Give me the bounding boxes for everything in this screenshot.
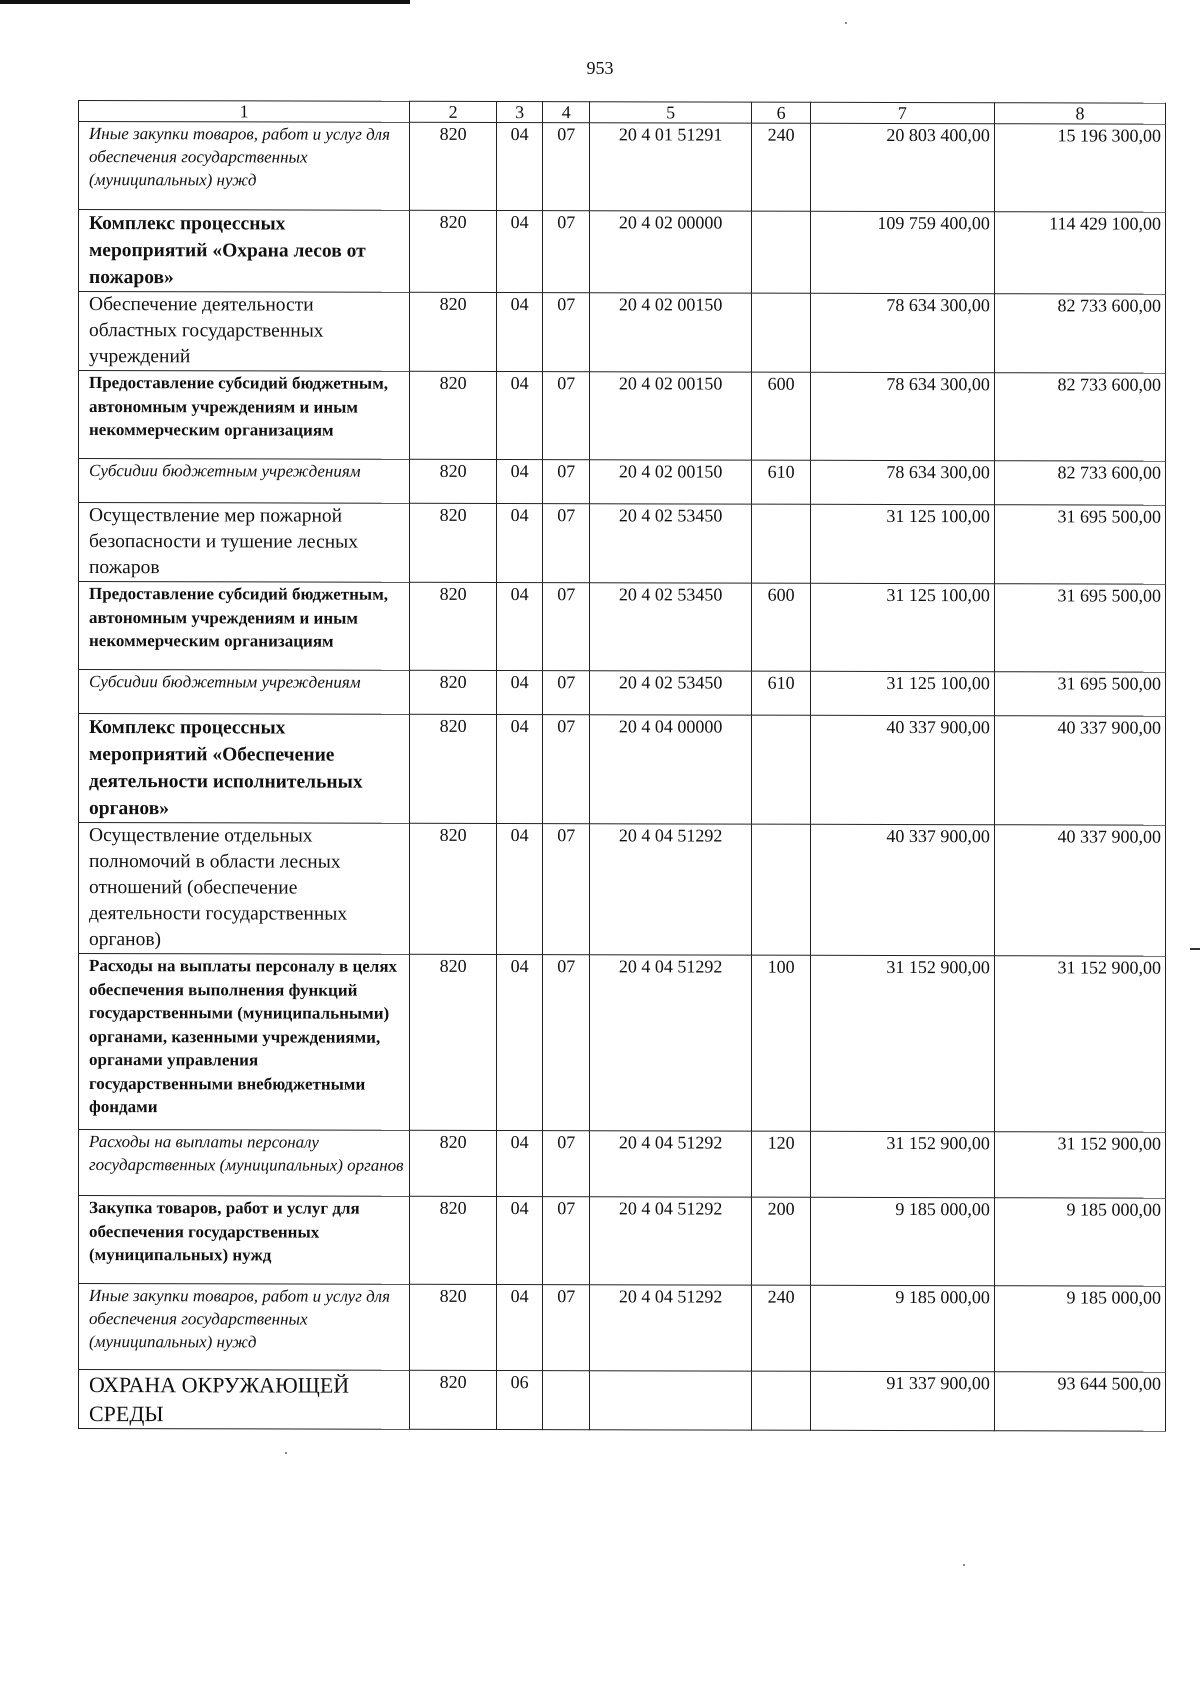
subsection-code-cell: 07 [543,1197,590,1285]
amount-year1-cell: 31 125 100,00 [810,583,994,671]
section-code-cell: 04 [496,123,543,211]
row-name-cell: Комплекс процессных мероприятий «Обеспечение деятельности исполнительных органов» [79,714,410,824]
amount-year2-cell: 31 695 500,00 [994,672,1165,716]
target-article-cell: 20 4 02 00150 [589,293,751,372]
scan-speck [285,1452,287,1454]
amount-year1-cell: 40 337 900,00 [810,715,994,824]
section-code-cell: 04 [496,1197,543,1285]
subsection-code-cell: 07 [543,824,590,955]
chief-code-cell: 820 [410,1130,497,1196]
amount-year2-cell: 15 196 300,00 [994,124,1165,212]
row-name-cell: Субсидии бюджетным учреждениям [79,670,410,715]
table-row [79,459,1166,506]
subsection-code-cell: 07 [543,211,590,293]
expense-type-cell: 610 [752,671,810,715]
row-name-cell: Осуществление отдельных полномочий в области лесных отношений (обеспечение деятельности государственных органов) [79,823,410,955]
section-code-cell: 04 [496,372,543,460]
amount-year2-cell: 9 185 000,00 [994,1286,1165,1372]
chief-code-cell: 820 [410,1370,497,1429]
scan-speck [963,1564,965,1566]
table-row [79,670,1166,717]
table-row [79,210,1166,295]
subsection-code-cell: 07 [543,123,590,211]
header-cell-2: 2 [410,101,497,122]
target-article-cell: 20 4 04 51292 [589,824,751,955]
subsection-code-cell: 07 [543,372,590,460]
table-row [79,371,1166,462]
expense-type-cell: 240 [752,1285,810,1371]
target-article-cell: 20 4 04 51292 [589,1285,751,1371]
scan-speck [845,22,847,24]
table-row [79,122,1166,213]
subsection-code-cell: 07 [543,293,590,372]
table-row [79,1196,1166,1287]
table-row [79,1370,1166,1432]
top-border-bar [0,0,410,4]
header-cell-6: 6 [752,102,810,123]
target-article-cell: 20 4 02 00000 [589,211,751,293]
amount-year1-cell: 31 125 100,00 [810,504,994,583]
chief-code-cell: 820 [410,670,497,714]
table-row [79,1284,1166,1373]
row-name-cell: Осуществление мер пожарной безопасности и тушение лесных пожаров [79,503,410,583]
margin-mark [1190,948,1200,950]
row-name-cell: Иные закупки товаров, работ и услуг для обеспечения государственных (муниципальных) нужд [79,1284,410,1371]
row-name-cell: Субсидии бюджетным учреждениям [79,459,410,504]
amount-year2-cell: 82 733 600,00 [994,294,1165,373]
chief-code-cell: 820 [410,823,497,954]
page-number: 953 [586,58,614,78]
header-cell-3: 3 [496,102,543,123]
amount-year2-cell: 40 337 900,00 [994,716,1165,825]
expense-type-cell: 100 [752,955,810,1131]
chief-code-cell: 820 [410,954,497,1130]
subsection-code-cell: 07 [543,671,590,715]
header-cell-7: 7 [810,102,994,123]
section-code-cell: 04 [496,824,543,955]
subsection-code-cell: 07 [543,460,590,504]
header-cell-4: 4 [543,102,590,123]
subsection-code-cell: 07 [543,504,590,583]
amount-year2-cell: 40 337 900,00 [994,825,1165,956]
target-article-cell: 20 4 04 00000 [589,715,751,824]
chief-code-cell: 820 [410,459,497,503]
subsection-code-cell [543,1371,590,1430]
target-article-cell: 20 4 01 51291 [589,123,751,211]
amount-year1-cell: 78 634 300,00 [810,460,994,504]
row-name-cell: ОХРАНА ОКРУЖАЮЩЕЙ СРЕДЫ [79,1370,410,1430]
table-row [79,503,1166,585]
chief-code-cell: 820 [410,122,497,210]
expense-type-cell: 610 [752,460,810,504]
chief-code-cell: 820 [410,1284,497,1370]
section-code-cell: 04 [496,715,543,824]
chief-code-cell: 820 [410,210,497,292]
row-name-cell: Закупка товаров, работ и услуг для обеспечения государственных (муниципальных) нужд [79,1196,410,1285]
amount-year2-cell: 31 152 900,00 [994,1132,1165,1198]
table-row [79,954,1166,1133]
expense-type-cell: 120 [752,1131,810,1197]
expense-type-cell: 200 [752,1197,810,1285]
table-header-row [79,101,1166,125]
chief-code-cell: 820 [410,582,497,670]
budget-table [78,100,1166,1432]
target-article-cell: 20 4 04 51292 [589,955,751,1131]
target-article-cell [589,1371,751,1430]
expense-type-cell: 600 [752,583,810,671]
header-cell-8: 8 [994,103,1165,124]
subsection-code-cell: 07 [543,583,590,671]
target-article-cell: 20 4 02 00150 [589,372,751,460]
chief-code-cell: 820 [410,371,497,459]
table-row [79,823,1166,957]
section-code-cell: 04 [496,460,543,504]
amount-year1-cell: 31 152 900,00 [810,955,994,1131]
section-code-cell: 04 [496,211,543,293]
target-article-cell: 20 4 02 53450 [589,671,751,715]
section-code-cell: 06 [496,1371,543,1430]
target-article-cell: 20 4 02 53450 [589,504,751,583]
table-row [79,292,1166,374]
expense-type-cell [752,293,810,372]
expense-type-cell: 600 [752,372,810,460]
expense-type-cell [752,504,810,583]
subsection-code-cell: 07 [543,715,590,824]
amount-year1-cell: 31 152 900,00 [810,1131,994,1197]
section-code-cell: 04 [496,293,543,372]
chief-code-cell: 820 [410,1196,497,1284]
amount-year1-cell: 20 803 400,00 [810,123,994,211]
amount-year1-cell: 78 634 300,00 [810,372,994,460]
table-body [79,122,1166,1432]
expense-type-cell [752,715,810,824]
section-code-cell: 04 [496,955,543,1131]
amount-year2-cell: 82 733 600,00 [994,461,1165,505]
amount-year2-cell: 82 733 600,00 [994,373,1165,461]
amount-year1-cell: 109 759 400,00 [810,211,994,293]
chief-code-cell: 820 [410,503,497,582]
section-code-cell: 04 [496,671,543,715]
amount-year2-cell: 31 152 900,00 [994,956,1165,1132]
section-code-cell: 04 [496,504,543,583]
expense-type-cell: 240 [752,123,810,211]
target-article-cell: 20 4 02 53450 [589,583,751,671]
target-article-cell: 20 4 04 51292 [589,1131,751,1197]
row-name-cell: Обеспечение деятельности областных государственных учреждений [79,292,410,372]
amount-year1-cell: 9 185 000,00 [810,1197,994,1285]
amount-year1-cell: 40 337 900,00 [810,824,994,955]
row-name-cell: Комплекс процессных мероприятий «Охрана лесов от пожаров» [79,210,410,293]
amount-year1-cell: 91 337 900,00 [810,1371,994,1430]
table-row [79,714,1166,826]
amount-year2-cell: 31 695 500,00 [994,584,1165,672]
header-cell-5: 5 [589,102,751,123]
amount-year2-cell: 9 185 000,00 [994,1198,1165,1286]
table-row [79,1130,1166,1199]
table-row [79,582,1166,673]
header-cell-1: 1 [79,101,410,123]
chief-code-cell: 820 [410,714,497,823]
amount-year1-cell: 78 634 300,00 [810,293,994,372]
section-code-cell: 04 [496,1285,543,1371]
row-name-cell: Расходы на выплаты персоналу в целях обеспечения выполнения функций государственными (муниципальными) органами, казенными учреждениями, органами управления государственными внебюджетными фондами [79,954,410,1131]
row-name-cell: Иные закупки товаров, работ и услуг для обеспечения государственных (муниципальных) нужд [79,122,410,211]
amount-year1-cell: 31 125 100,00 [810,671,994,715]
expense-type-cell [752,1371,810,1430]
budget-table-frame [78,100,1166,1432]
subsection-code-cell: 07 [543,1285,590,1371]
amount-year2-cell: 114 429 100,00 [994,212,1165,294]
row-name-cell: Предоставление субсидий бюджетным, автономным учреждениям и иным некоммерческим организациям [79,582,410,671]
expense-type-cell [752,211,810,293]
target-article-cell: 20 4 04 51292 [589,1197,751,1285]
subsection-code-cell: 07 [543,1131,590,1197]
target-article-cell: 20 4 02 00150 [589,460,751,504]
subsection-code-cell: 07 [543,955,590,1131]
row-name-cell: Расходы на выплаты персоналу государственных (муниципальных) органов [79,1130,410,1197]
amount-year2-cell: 31 695 500,00 [994,505,1165,584]
amount-year1-cell: 9 185 000,00 [810,1285,994,1371]
section-code-cell: 04 [496,1131,543,1197]
expense-type-cell [752,824,810,955]
amount-year2-cell: 93 644 500,00 [994,1372,1165,1431]
section-code-cell: 04 [496,583,543,671]
chief-code-cell: 820 [410,292,497,371]
row-name-cell: Предоставление субсидий бюджетным, автономным учреждениям и иным некоммерческим организациям [79,371,410,460]
